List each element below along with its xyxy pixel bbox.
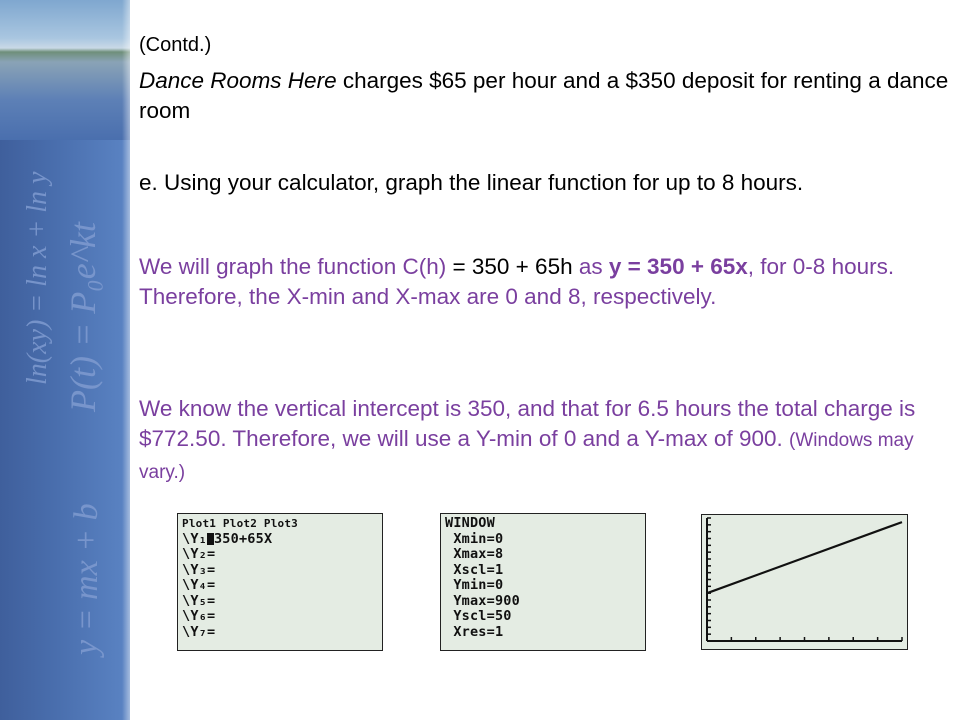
contd-label: (Contd.) (139, 34, 212, 56)
yscl-line: Yscl=50 (445, 608, 512, 624)
answer1-text-e: , for 0-8 hours. Therefore, the X-min and X-max are 0 and 8, respectively. (139, 254, 895, 309)
y6-line: \Y₆= (182, 608, 216, 624)
xres-line: Xres=1 (445, 623, 504, 640)
intro-text: charges $65 per hour and a $350 deposit for renting a dance room (139, 68, 949, 123)
answer1-function: = 350 + 65h (452, 254, 573, 279)
y1-prefix: \Y₁ (182, 530, 207, 547)
ymax-line: Ymax=900 (445, 592, 520, 609)
ymin-line: Ymin=0 (445, 577, 504, 593)
xmin-line: Xmin=0 (445, 530, 504, 547)
calculator-window-settings (440, 513, 646, 651)
answer1-text-c: as (572, 254, 609, 279)
problem-intro (139, 66, 960, 126)
answer1-text-a: We will graph the function C(h) (139, 254, 453, 279)
sidebar-banner (0, 0, 130, 720)
formula-log: ln(xy) = ln x + ln y (22, 171, 53, 385)
xscl-line: Xscl=1 (445, 561, 504, 578)
answer-paragraph-1 (139, 252, 960, 312)
sidebar-fade (0, 100, 130, 140)
formula-exponential: P(t) = P₀e^kt (63, 222, 103, 412)
part-e-question: e. Using your calculator, graph the linear function for up to 8 hours. (139, 170, 804, 195)
answer2-text: We know the vertical intercept is 350, and that for 6.5 hours the total charge is $772.50. Therefore, we will use a Y-min of 0 and a Y-max of 900. (139, 396, 916, 451)
sidebar-edge (122, 0, 130, 720)
y1-expression: 350+65X (213, 530, 273, 547)
calculator-graph-screen (701, 514, 908, 650)
company-name: Dance Rooms Here (139, 68, 337, 93)
y-editor-text (178, 514, 382, 640)
windows-note: (Windows may vary.) (139, 430, 914, 483)
y4-line: \Y₄= (182, 577, 216, 593)
y3-line: \Y₃= (182, 561, 216, 578)
graph-plot (702, 515, 907, 649)
plot-row: Plot1 Plot2 Plot3 (182, 517, 298, 530)
y5-line: \Y₅= (182, 592, 216, 609)
calculator-y-editor (177, 513, 383, 651)
window-text (441, 514, 645, 640)
landscape-photo (0, 0, 130, 100)
answer1-equation: y = 350 + 65x (608, 254, 748, 279)
window-title: WINDOW (445, 515, 495, 531)
formula-linear: y = mx + b (68, 503, 105, 655)
answer-paragraph-2 (139, 394, 960, 488)
y2-line: \Y₂= (182, 546, 216, 562)
function-line (707, 522, 902, 593)
cursor-block (207, 533, 214, 545)
xmax-line: Xmax=8 (445, 546, 504, 562)
y7-line: \Y₇= (182, 623, 216, 640)
